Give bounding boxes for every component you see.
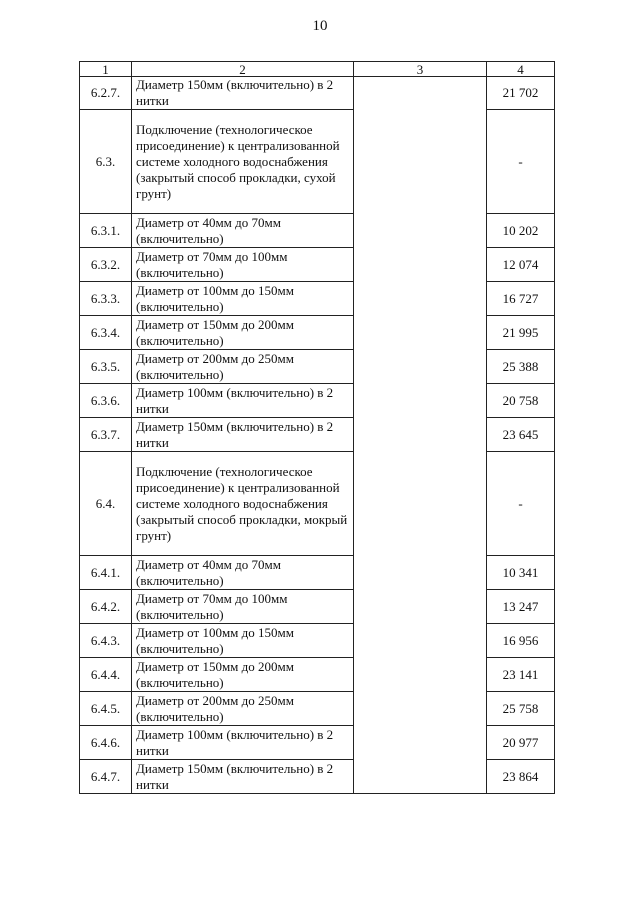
row-description: Диаметр 100мм (включительно) в 2 нитки [132, 384, 354, 418]
row-number: 6.4.3. [80, 624, 132, 658]
row-number: 6.4.1. [80, 556, 132, 590]
table-row [80, 692, 555, 726]
row-description: Подключение (технологическое присоединение) к централизованной системе холодного водоснабжения (закрытый способ прокладки, сухой грунт) [132, 110, 354, 214]
row-column-3 [354, 692, 487, 726]
row-column-3 [354, 590, 487, 624]
row-description: Диаметр от 200мм до 250мм (включительно) [132, 350, 354, 384]
row-number: 6.3.4. [80, 316, 132, 350]
row-price: 23 141 [487, 658, 555, 692]
row-description: Диаметр от 100мм до 150мм (включительно) [132, 282, 354, 316]
row-price: 20 977 [487, 726, 555, 760]
table-row [80, 590, 555, 624]
row-description: Диаметр от 200мм до 250мм (включительно) [132, 692, 354, 726]
table-row [80, 282, 555, 316]
table-row [80, 77, 555, 110]
row-description: Диаметр 150мм (включительно) в 2 нитки [132, 760, 354, 794]
row-column-3 [354, 384, 487, 418]
row-column-3 [354, 624, 487, 658]
table-row [80, 726, 555, 760]
table-row [80, 110, 555, 214]
row-column-3 [354, 77, 487, 110]
row-price: 16 956 [487, 624, 555, 658]
table-row [80, 384, 555, 418]
row-description: Диаметр от 150мм до 200мм (включительно) [132, 316, 354, 350]
row-number: 6.3. [80, 110, 132, 214]
row-number: 6.2.7. [80, 77, 132, 110]
row-number: 6.3.2. [80, 248, 132, 282]
row-column-3 [354, 282, 487, 316]
row-column-3 [354, 556, 487, 590]
row-number: 6.3.5. [80, 350, 132, 384]
row-price: 25 388 [487, 350, 555, 384]
row-price: 21 995 [487, 316, 555, 350]
row-description: Диаметр от 40мм до 70мм (включительно) [132, 214, 354, 248]
row-number: 6.3.6. [80, 384, 132, 418]
row-column-3 [354, 452, 487, 556]
row-price: 21 702 [487, 77, 555, 110]
row-column-3 [354, 248, 487, 282]
table-row [80, 624, 555, 658]
column-header-1: 1 [80, 62, 132, 77]
row-description: Диаметр от 150мм до 200мм (включительно) [132, 658, 354, 692]
row-column-3 [354, 214, 487, 248]
table-row [80, 316, 555, 350]
column-header-4: 4 [487, 62, 555, 77]
row-column-3 [354, 760, 487, 794]
row-number: 6.4.7. [80, 760, 132, 794]
row-description: Диаметр от 70мм до 100мм (включительно) [132, 590, 354, 624]
row-price: - [487, 452, 555, 556]
table-row [80, 556, 555, 590]
row-price: 10 202 [487, 214, 555, 248]
row-column-3 [354, 316, 487, 350]
row-number: 6.4.2. [80, 590, 132, 624]
page-number: 10 [312, 18, 328, 34]
row-column-3 [354, 418, 487, 452]
column-header-2: 2 [132, 62, 354, 77]
row-price: 16 727 [487, 282, 555, 316]
row-price: 13 247 [487, 590, 555, 624]
row-column-3 [354, 350, 487, 384]
row-price: 25 758 [487, 692, 555, 726]
row-price: - [487, 110, 555, 214]
table-row [80, 350, 555, 384]
table-row [80, 418, 555, 452]
row-description: Диаметр от 70мм до 100мм (включительно) [132, 248, 354, 282]
row-price: 12 074 [487, 248, 555, 282]
row-number: 6.4. [80, 452, 132, 556]
table-header-row [80, 62, 555, 77]
table-row [80, 214, 555, 248]
row-price: 10 341 [487, 556, 555, 590]
row-description: Диаметр от 40мм до 70мм (включительно) [132, 556, 354, 590]
row-price: 23 864 [487, 760, 555, 794]
row-description: Диаметр от 100мм до 150мм (включительно) [132, 624, 354, 658]
table-row [80, 248, 555, 282]
row-description: Диаметр 150мм (включительно) в 2 нитки [132, 418, 354, 452]
row-price: 20 758 [487, 384, 555, 418]
table-row [80, 452, 555, 556]
row-number: 6.4.4. [80, 658, 132, 692]
row-description: Подключение (технологическое присоединение) к централизованной системе холодного водоснабжения (закрытый способ прокладки, мокрый грунт) [132, 452, 354, 556]
row-number: 6.3.3. [80, 282, 132, 316]
table-body [80, 77, 555, 794]
row-number: 6.3.1. [80, 214, 132, 248]
row-number: 6.3.7. [80, 418, 132, 452]
tariff-table [79, 61, 555, 794]
row-price: 23 645 [487, 418, 555, 452]
row-number: 6.4.5. [80, 692, 132, 726]
table-row [80, 760, 555, 794]
column-header-3: 3 [354, 62, 487, 77]
row-column-3 [354, 110, 487, 214]
row-description: Диаметр 100мм (включительно) в 2 нитки [132, 726, 354, 760]
table-row [80, 658, 555, 692]
row-column-3 [354, 726, 487, 760]
row-column-3 [354, 658, 487, 692]
row-description: Диаметр 150мм (включительно) в 2 нитки [132, 77, 354, 110]
row-number: 6.4.6. [80, 726, 132, 760]
